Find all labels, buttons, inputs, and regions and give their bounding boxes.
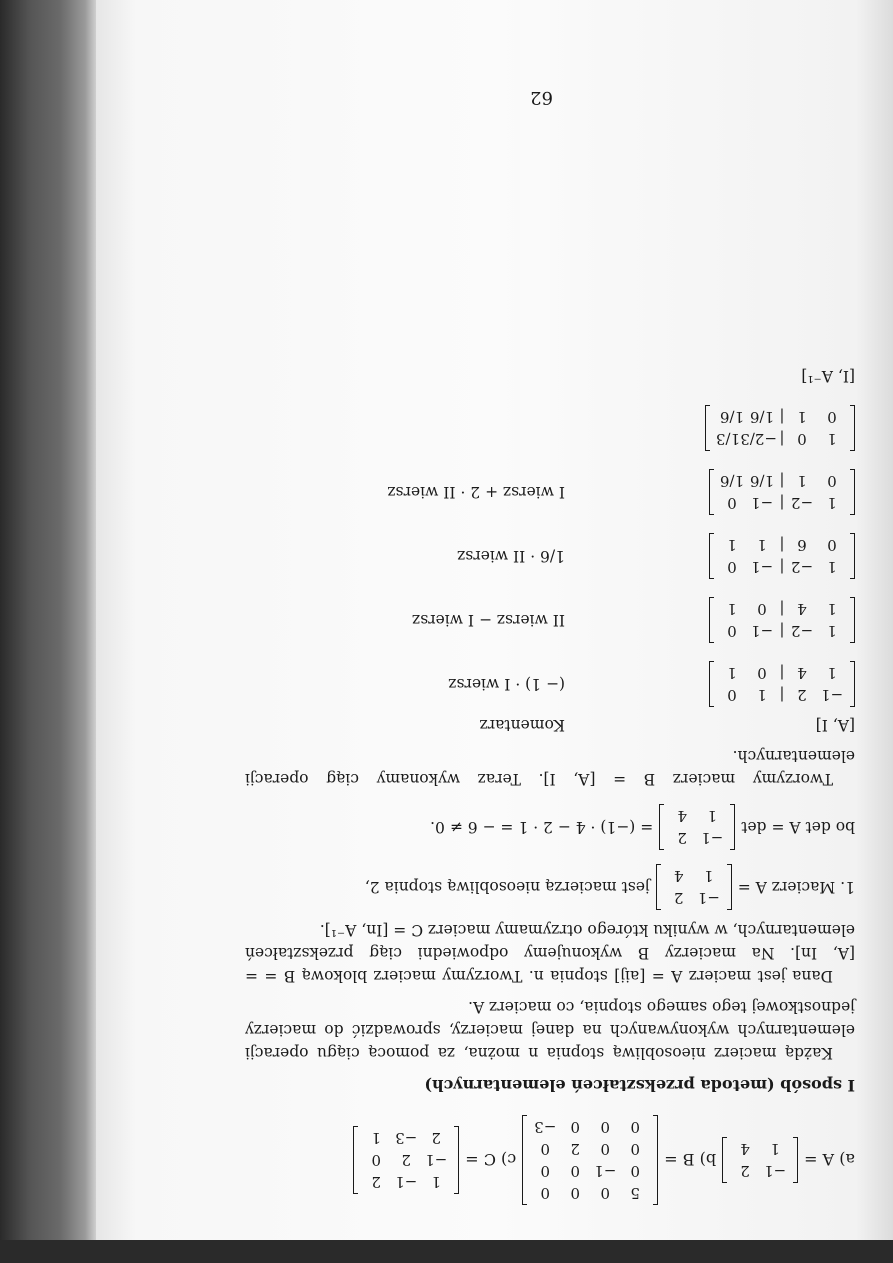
- matrix-cell: 0: [540, 1184, 551, 1202]
- matrix-cell: −1: [395, 1173, 418, 1191]
- matrix-cell: −1: [750, 494, 774, 512]
- matrix-cell: 1: [757, 536, 767, 554]
- matrix-cell: −1: [820, 686, 844, 704]
- augmented-matrix: [709, 533, 855, 579]
- step-matrix-wrap: [565, 597, 855, 643]
- example-intro-label: 1. Macierz A =: [737, 878, 855, 897]
- augment-separator: |: [779, 472, 785, 490]
- augmented-matrix: [709, 661, 855, 707]
- matrix-cell: 1: [371, 1129, 381, 1147]
- exercise-label: a) A =: [804, 1150, 855, 1170]
- matrix-cell: 1/6: [719, 472, 745, 490]
- matrix-cell: 1: [757, 686, 767, 704]
- matrix-row: [530, 1160, 650, 1182]
- augment-separator: |: [779, 408, 785, 426]
- matrix-cell: −1: [697, 889, 720, 907]
- exercise-matrix: [353, 1126, 459, 1194]
- matrix-cell: −1: [764, 1162, 787, 1180]
- matrix-cell: 0: [727, 494, 737, 512]
- elimination-step: [245, 469, 855, 515]
- matrix-cell: 2: [673, 889, 684, 907]
- matrix-row: [361, 1149, 451, 1171]
- matrix-cell: −1: [750, 622, 774, 640]
- matrix-row: [361, 1171, 451, 1193]
- augmented-matrix: [705, 405, 855, 451]
- matrix-cell: 0: [600, 1140, 611, 1158]
- matrix-cell: 6: [797, 536, 807, 554]
- steps-list: [245, 405, 855, 707]
- page-content-rotated: [96, 0, 893, 1263]
- matrix-intro: [656, 864, 732, 910]
- exercise-label: b) B =: [664, 1150, 717, 1170]
- matrix-cell: 2: [431, 1129, 441, 1147]
- matrix-cell: 1: [703, 867, 714, 885]
- step-comment: II wiersz − I wiersz: [412, 611, 565, 630]
- step-matrix-wrap: [565, 405, 855, 451]
- matrix-cell: 0: [540, 1140, 551, 1158]
- matrix-cell: −3: [395, 1129, 418, 1147]
- matrix-cell: 1: [827, 558, 837, 576]
- elimination-steps: [245, 364, 855, 736]
- exercise-line: [245, 1115, 855, 1205]
- matrix-row: [664, 887, 724, 909]
- matrix-cell: 5: [630, 1184, 641, 1202]
- matrix-cell: 0: [540, 1162, 551, 1180]
- augment-separator: |: [779, 536, 785, 554]
- matrix-row: [717, 620, 847, 642]
- step-matrix-wrap: [565, 661, 855, 707]
- block-matrix-text: Tworzymy macierz B = [A, I]. Teraz wykonamy ciąg operacji elementarnych.: [245, 747, 855, 788]
- matrix-row: [717, 492, 847, 514]
- matrix-cell: 4: [673, 867, 684, 885]
- matrix-row: [730, 1160, 790, 1182]
- matrix-row: [717, 470, 847, 492]
- matrix-cell: 0: [630, 1140, 641, 1158]
- matrix-cell: 4: [740, 1140, 750, 1158]
- matrix-cell: 0: [570, 1184, 581, 1202]
- matrix-cell: 1/6: [749, 472, 775, 490]
- matrix-row: [530, 1138, 650, 1160]
- step-comment: I wiersz + 2 · II wiersz: [387, 483, 565, 502]
- matrix-row: [717, 662, 847, 684]
- matrix-cell: 4: [677, 807, 687, 825]
- matrix-row: [361, 1127, 451, 1149]
- matrix-cell: 0: [600, 1118, 611, 1136]
- matrix-cell: 0: [827, 536, 837, 554]
- matrix-cell: 0: [630, 1118, 641, 1136]
- matrix-cell: 0: [371, 1151, 381, 1169]
- matrix-cell: 1: [727, 536, 737, 554]
- augmented-matrix: [709, 597, 855, 643]
- elimination-step: [245, 405, 855, 451]
- final-label: [I, A⁻¹]: [801, 367, 855, 385]
- matrix-det: [659, 804, 735, 850]
- matrix-row: [717, 556, 847, 578]
- text-body: [245, 364, 855, 1205]
- matrix-cell: 0: [757, 664, 767, 682]
- step-matrix-wrap: [565, 533, 855, 579]
- matrix-cell: −3: [534, 1118, 557, 1136]
- exercise-label: c) C =: [465, 1150, 517, 1170]
- matrix-cell: 1: [827, 494, 837, 512]
- comment-header: Komentarz: [479, 716, 565, 734]
- step-comment: 1/6 · II wiersz: [457, 547, 565, 566]
- steps-header: [245, 713, 855, 736]
- matrix-cell: 0: [600, 1184, 611, 1202]
- matrix-row: [730, 1138, 790, 1160]
- matrix-cell: 0: [630, 1162, 641, 1180]
- example-intro-tail: jest macierzą nieosobliwą stopnia 2,: [364, 878, 650, 897]
- matrix-cell: −2: [790, 558, 814, 576]
- matrix-row: [667, 805, 727, 827]
- matrix-cell: 2: [570, 1140, 581, 1158]
- matrix-cell: −2: [790, 494, 814, 512]
- matrix-cell: 0: [570, 1118, 581, 1136]
- matrix-cell: 2: [371, 1173, 381, 1191]
- matrix-cell: −1: [594, 1162, 617, 1180]
- matrix-cell: 1: [727, 664, 737, 682]
- matrix-cell: 1: [797, 472, 807, 490]
- matrix-cell: −1: [750, 558, 774, 576]
- matrix-cell: 2: [740, 1162, 750, 1180]
- matrix-cell: 4: [797, 600, 807, 618]
- matrix-row: [664, 865, 724, 887]
- matrix-cell: 0: [727, 558, 737, 576]
- determinant-line: [245, 804, 855, 850]
- matrix-row: [530, 1116, 650, 1138]
- matrix-cell: −2: [790, 622, 814, 640]
- matrix-cell: 1: [770, 1140, 780, 1158]
- augment-separator: |: [779, 558, 785, 576]
- augment-separator: |: [779, 622, 785, 640]
- matrix-cell: 1: [431, 1173, 441, 1191]
- elimination-step: [245, 597, 855, 643]
- block-label: [A, I]: [815, 716, 855, 734]
- matrix-row: [717, 684, 847, 706]
- matrix-row: [717, 598, 847, 620]
- exercise-matrix: [522, 1115, 658, 1205]
- step-matrix-wrap: [565, 469, 855, 515]
- matrix-cell: 1/6: [749, 408, 775, 426]
- augment-separator: |: [779, 600, 785, 618]
- page-number: 62: [530, 87, 553, 108]
- augment-separator: |: [779, 664, 785, 682]
- matrix-cell: 1: [827, 600, 837, 618]
- matrix-row: [667, 827, 727, 849]
- section-heading: I sposób (metoda przekształceń elementarnych): [424, 1076, 855, 1095]
- matrix-cell: 0: [827, 408, 837, 426]
- step-comment: (− 1) · I wiersz: [448, 675, 565, 694]
- matrix-cell: −2/3: [740, 430, 777, 448]
- matrix-row: [530, 1182, 650, 1204]
- matrix-cell: 0: [727, 622, 737, 640]
- matrix-cell: −1: [425, 1151, 448, 1169]
- matrix-cell: 1: [707, 807, 717, 825]
- matrix-cell: 2: [401, 1151, 411, 1169]
- matrix-cell: 0: [827, 472, 837, 490]
- matrix-row: [713, 428, 847, 450]
- matrix-row: [717, 534, 847, 556]
- matrix-cell: 1/6: [719, 408, 745, 426]
- matrix-cell: 1: [827, 430, 837, 448]
- matrix-cell: 2: [677, 829, 687, 847]
- det-tail: = (−1) · 4 − 2 · 1 = − 6 ≠ 0.: [430, 818, 654, 837]
- matrix-cell: 2: [797, 686, 807, 704]
- elimination-step: [245, 533, 855, 579]
- elimination-step: [245, 661, 855, 707]
- augment-separator: |: [779, 430, 785, 448]
- matrix-cell: 1: [827, 664, 837, 682]
- augmented-matrix: [709, 469, 855, 515]
- det-label: bo det A = det: [741, 818, 855, 837]
- example-intro: [245, 864, 855, 910]
- paragraph-method: Dana jest macierz A = [aij] stopnia n. Tworzymy macierz blokową B = = [A, In]. Na macierzy B wykonujemy odpowiedni ciąg przekształceń elementarnych, w wyniku którego otrzymamy macierz C = [In, A⁻¹].: [245, 921, 855, 985]
- matrix-cell: 1/3: [715, 430, 741, 448]
- matrix-cell: 1: [727, 600, 737, 618]
- matrix-row: [713, 406, 847, 428]
- matrix-cell: 4: [797, 664, 807, 682]
- augment-separator: |: [779, 494, 785, 512]
- matrix-cell: −1: [701, 829, 724, 847]
- exercise-matrix: [722, 1137, 798, 1183]
- matrix-cell: 0: [757, 600, 767, 618]
- matrix-cell: 1: [827, 622, 837, 640]
- matrix-cell: 0: [570, 1162, 581, 1180]
- matrix-cell: 1: [797, 408, 807, 426]
- matrix-cell: 0: [797, 430, 807, 448]
- augment-separator: |: [779, 686, 785, 704]
- paragraph-theorem: Każdą macierz nieosobliwą stopnia n można, za pomocą ciągu operacji elementarnych wykonywanych na danej macierzy, sprowadzić do macierzy jednostkowej tego samego stopnia, co macierz A.: [245, 998, 855, 1062]
- matrix-cell: 0: [727, 686, 737, 704]
